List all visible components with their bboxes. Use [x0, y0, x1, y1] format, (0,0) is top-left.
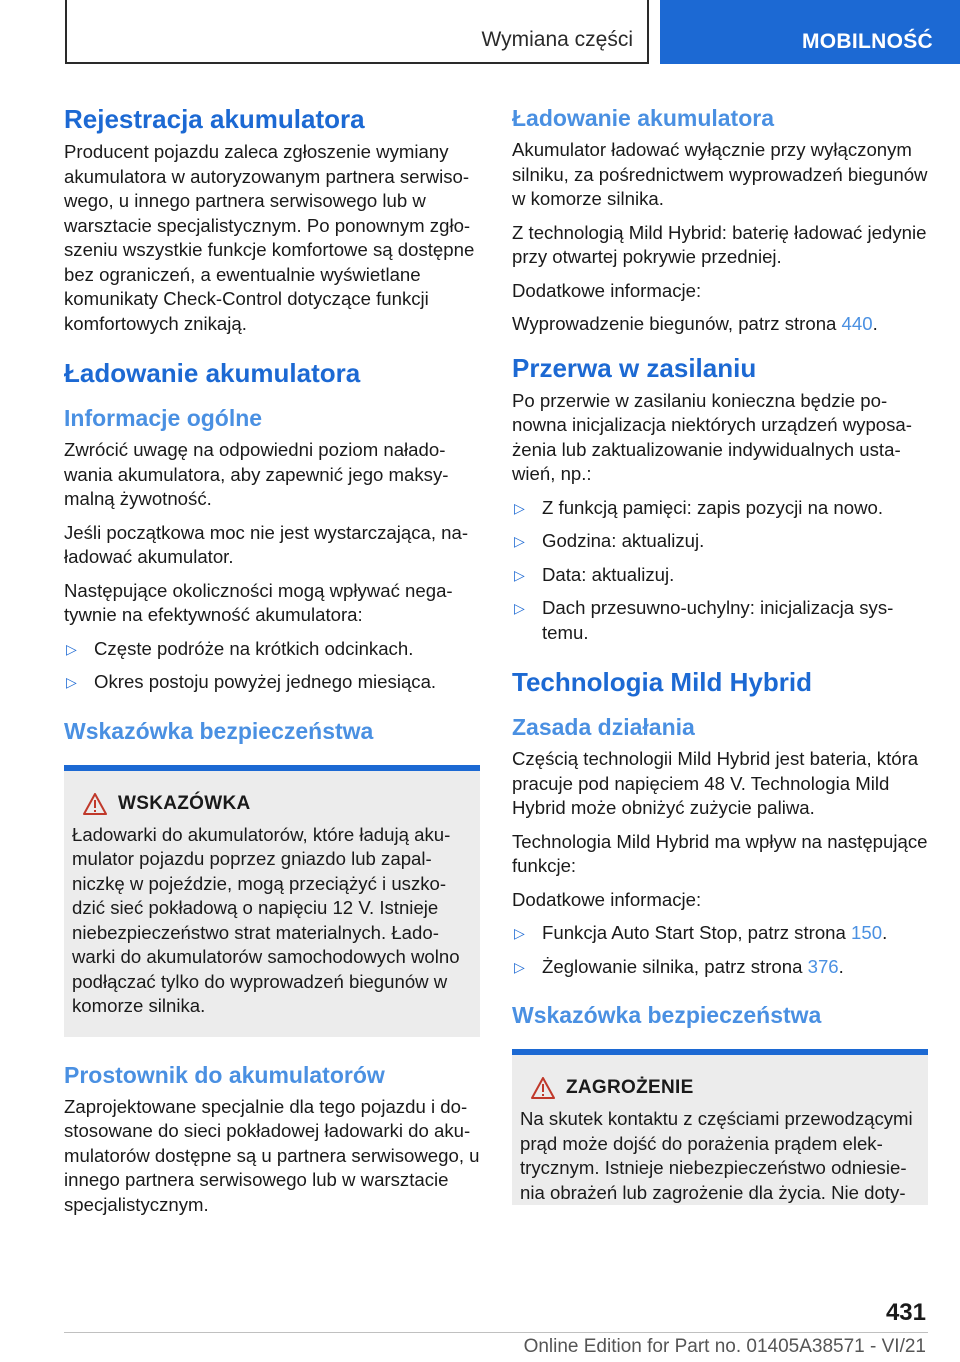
header-chapter-tab: MOBILNOŚĆ: [660, 0, 960, 64]
triangle-bullet-icon: ▷: [514, 533, 525, 549]
paragraph-additional-info-2: Dodatkowe informacje:: [512, 888, 702, 910]
triangle-bullet-icon: ▷: [514, 566, 525, 583]
list-item: ▷ Funkcja Auto Start Stop, patrz strona 150.: [512, 921, 928, 946]
warning-triangle-icon: [520, 1077, 566, 1099]
page-link-440[interactable]: 440: [841, 313, 873, 334]
danger-box: [512, 1049, 928, 1205]
list-item: ▷ Żeglowanie silnika, patrz strona 376.: [512, 955, 928, 980]
paragraph-registration: Producent pojazdu zaleca zgłoszenie wymiany akumulatora w autoryzowanym partnera serwisowego, u innego partnera serwisowego lub w warsztacie specjalistycznym. Po ponownym zgłoszeniu wszystkie funkcje komfortowe są dostępne bez ograniczeń, a ewentualnie wyświetlane komunikaty Check-Control dotyczące funkcji komfortowych znikają.: [64, 141, 475, 334]
list-item: ▷ Z funkcją pamięci: zapis pozycji na nowo.: [512, 496, 928, 521]
heading-safety-note-2: Wskazówka bezpieczeństwa: [512, 1002, 822, 1028]
heading-battery-charger: Prostownik do akumulatorów: [64, 1061, 385, 1088]
page-link-150[interactable]: 150: [851, 922, 883, 943]
paragraph-pole-reference: Wyprowadzenie biegunów, patrz strona 440.: [512, 313, 878, 334]
list-item: ▷ Okres postoju powyżej jednego miesiąca.: [64, 670, 480, 695]
heading-mild-hybrid: Technologia Mild Hybrid: [512, 667, 812, 697]
paragraph-mild-hybrid-charge: Z technologią Mild Hybrid: baterię ładować jedynie przy otwartej pokrywie przedniej.: [512, 221, 927, 267]
danger-text: Na skutek kontaktu z częściami przewodzącymi prąd może dojść do porażenia prądem elektrycznym. Istnieje niebezpieczeństwo odniesienia obrażeń lub zagrożenie dla życia. Nie doty-: [520, 1108, 913, 1203]
paragraph-charge-level: Zwrócić uwagę na odpowiedni poziom naładowania akumulatora, aby zapewnić jego maksymalną żywotność.: [64, 439, 449, 509]
heading-battery-registration: Rejestracja akumulatora: [64, 104, 365, 134]
paragraph-circumstances: Następujące okoliczności mogą wpływać negatywnie na efektywność akumulatora:: [64, 579, 453, 625]
warning-text: Ładowarki do akumulatorów, które ładują akumulator pojazdu poprzez gniazdo lub zapalniczkę w pojeździe, mogą przeciążyć i uszkodzić sieć pokładową o napięciu 12 V. Istnieje niebezpieczeństwo strat materialnych. Ładowarki do akumulatorów samochodowych wolno podłączać tylko do wyprowadzeń biegunów w komorze silnika.: [72, 823, 460, 1016]
header-section-title: Wymiana części: [481, 28, 633, 51]
heading-charging-battery: Ładowanie akumulatora: [512, 105, 775, 131]
paragraph-power-interruption: Po przerwie w zasilaniu konieczna będzie ponowna inicjalizacja niektórych urządzeń wyposażenia lub zaktualizowanie indywidualnych ustawień, np.:: [512, 389, 912, 484]
warning-box: [64, 765, 480, 1037]
danger-title: ZAGROŻENIE: [566, 1077, 694, 1098]
heading-battery-charging: Ładowanie akumulatora: [64, 358, 361, 388]
header-frame: [65, 0, 649, 64]
triangle-bullet-icon: ▷: [514, 958, 525, 975]
list-item: ▷ Data: aktualizuj.: [512, 563, 928, 588]
paragraph-charger: Zaprojektowane specjalnie dla tego pojazdu i dostosowane do sieci pokładowej ładowarki do akumulatorów dostępne są u partnera serwisowego, u innego partnera serwisowego lub w warsztacie specjalistycznym.: [64, 1095, 480, 1215]
page-link-376[interactable]: 376: [807, 955, 839, 977]
list-item: ▷ Dach przesuwno-uchylny: inicjalizacja systemu.: [514, 597, 894, 643]
circumstances-list: [64, 637, 480, 695]
triangle-bullet-icon: ▷: [66, 674, 77, 690]
triangle-bullet-icon: ▷: [514, 499, 525, 516]
paragraph-charge-engine-off: Akumulator ładować wyłącznie przy wyłączonym silniku, za pośrednictwem wyprowadzeń biegunów w komorze silnika.: [512, 139, 928, 209]
reinit-list: [512, 496, 928, 646]
triangle-bullet-icon: ▷: [514, 600, 525, 616]
triangle-bullet-icon: ▷: [514, 925, 525, 941]
xref-list: [512, 921, 928, 979]
heading-principle: Zasada działania: [512, 714, 695, 740]
edition-footer: Online Edition for Part no. 01405A38571 - VI/21: [523, 1336, 926, 1357]
heading-general-info: Informacje ogólne: [64, 405, 263, 431]
right-column: [512, 104, 928, 1205]
triangle-bullet-icon: ▷: [66, 640, 77, 657]
paragraph-initial-power: Jeśli początkowa moc nie jest wystarczająca, naładować akumulator.: [64, 521, 469, 567]
heading-safety-note: Wskazówka bezpieczeństwa: [64, 717, 374, 744]
warning-triangle-icon: [72, 793, 118, 815]
list-item: ▷ Częste podróże na krótkich odcinkach.: [64, 637, 480, 662]
left-column: [64, 104, 480, 1226]
heading-power-interruption: Przerwa w zasilaniu: [512, 352, 757, 383]
list-item: ▷ Godzina: aktualizuj.: [512, 529, 928, 554]
paragraph-mild-hybrid-battery: Częścią technologii Mild Hybrid jest bateria, która pracuje pod napięciem 48 V. Technologia Mild Hybrid może obniżyć zużycie paliwa.: [512, 748, 919, 818]
page-number: 431: [885, 1299, 926, 1326]
warning-title: WSKAZÓWKA: [118, 792, 251, 814]
footer-divider: [64, 1332, 928, 1333]
paragraph-mild-hybrid-functions: Technologia Mild Hybrid ma wpływ na następujące funkcje:: [512, 830, 928, 876]
paragraph-additional-info: Dodatkowe informacje:: [512, 279, 702, 301]
